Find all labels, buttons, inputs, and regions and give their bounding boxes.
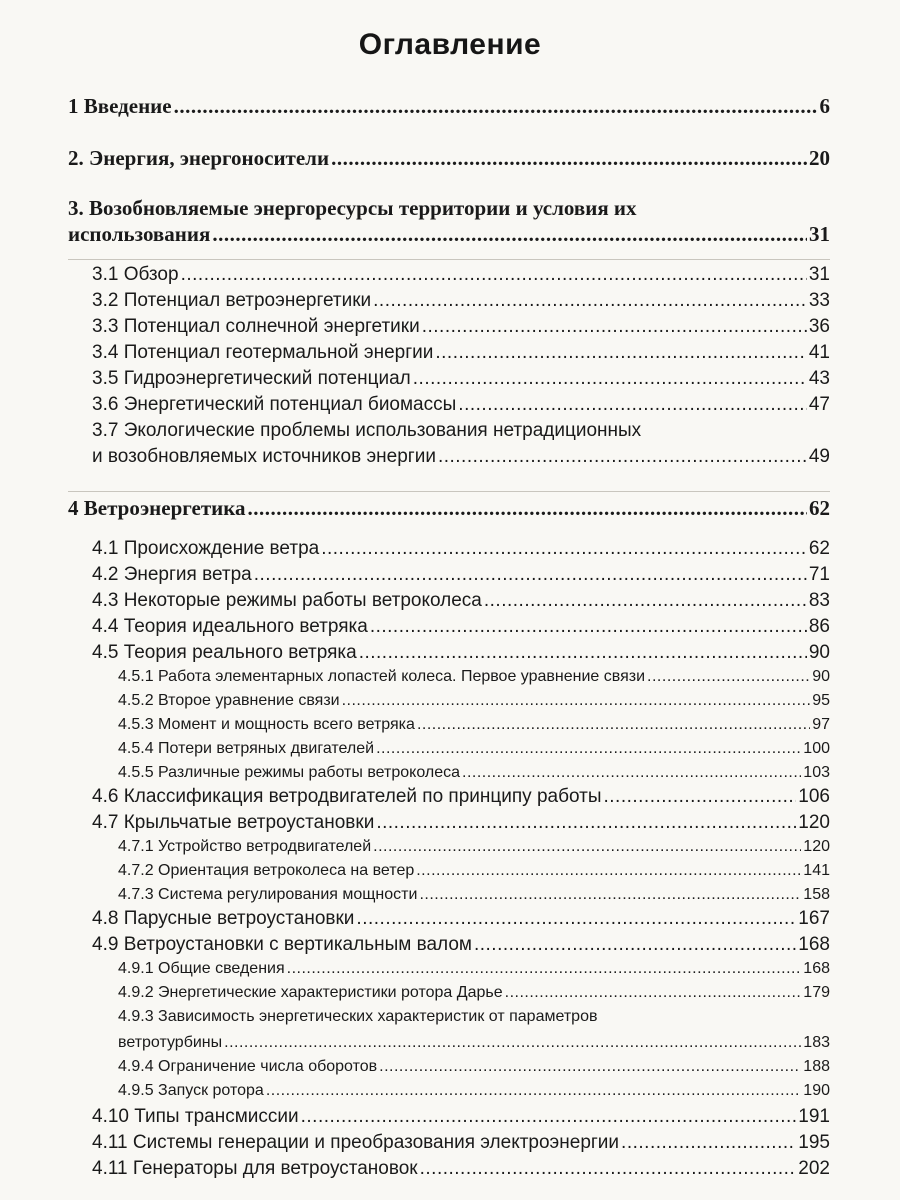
toc-entry[interactable] — [68, 222, 830, 247]
toc-entry-title: и возобновляемых источников энергии — [92, 446, 436, 467]
toc-entry[interactable] — [92, 616, 830, 638]
toc-entry-title: 4.2 Энергия ветра — [92, 564, 252, 585]
dot-leader — [376, 812, 796, 834]
toc-entry-page-number: 86 — [808, 616, 830, 637]
toc-entry-title: 3.6 Энергетический потенциал биомассы — [92, 394, 457, 415]
toc-entry-page-number: 47 — [808, 394, 830, 415]
toc-entry-page-number: 49 — [808, 446, 830, 467]
toc-entry-page-number: 190 — [803, 1082, 830, 1099]
toc-entry-page-number: 83 — [808, 590, 830, 611]
toc-entry-page-number: 90 — [812, 668, 830, 685]
toc-entry-title: 4.7.3 Система регулирования мощности — [118, 886, 418, 903]
toc-entry[interactable] — [118, 1082, 830, 1100]
toc-entry-title-first-line: 3.7 Экологические проблемы использования нетрадиционных — [92, 420, 642, 441]
toc-entry-page-number: 97 — [812, 716, 830, 733]
toc-entry[interactable] — [92, 316, 830, 338]
toc-entry-page-number: 188 — [803, 1058, 830, 1075]
dot-leader — [422, 316, 807, 338]
toc-entry[interactable] — [118, 740, 830, 758]
toc-entry-page-number: 62 — [808, 538, 830, 559]
toc-entry[interactable] — [118, 668, 830, 686]
toc-entry-page-number: 33 — [808, 290, 830, 311]
dot-leader — [379, 1058, 801, 1076]
toc-entry-title: 4.5 Теория реального ветряка — [92, 642, 357, 663]
toc-entry-title: 3.3 Потенциал солнечной энергетики — [92, 316, 420, 337]
toc-entry-page-number: 41 — [808, 342, 830, 363]
toc-entry-page-number: 31 — [809, 222, 830, 246]
toc-entry[interactable] — [92, 446, 830, 468]
dot-leader — [438, 446, 807, 468]
toc-entry-page-number: 71 — [808, 564, 830, 585]
toc-entry-page-number: 43 — [808, 368, 830, 389]
toc-entry-page-number: 106 — [798, 786, 830, 807]
toc-entry-page-number: 100 — [803, 740, 830, 757]
toc-entry-title: 3.2 Потенциал ветроэнергетики — [92, 290, 372, 311]
toc-entry[interactable] — [92, 812, 830, 834]
toc-entry[interactable] — [118, 984, 830, 1002]
toc-entry-title: 4.3 Некоторые режимы работы ветроколеса — [92, 590, 482, 611]
dot-leader — [224, 1034, 801, 1052]
dot-leader — [435, 342, 806, 364]
toc-entry-title: 4.1 Происхождение ветра — [92, 538, 320, 559]
dot-leader — [458, 394, 807, 416]
toc-entry-title: 4.9.2 Энергетические характеристики ротора Дарье — [118, 984, 503, 1001]
toc-entry-title: 4.6 Классификация ветродвигателей по принципу работы — [92, 786, 602, 807]
dot-leader — [373, 290, 807, 312]
toc-entry[interactable] — [118, 1058, 830, 1076]
dot-leader — [359, 642, 807, 664]
toc-entry-title: 4.8 Парусные ветроустановки — [92, 908, 355, 929]
toc-entry-page-number: 168 — [803, 960, 830, 977]
dot-leader — [419, 886, 801, 904]
toc-entry-page-number: 36 — [808, 316, 830, 337]
dot-leader — [321, 538, 807, 560]
toc-entry-title: 4.5.5 Различные режимы работы ветроколеса — [118, 764, 460, 781]
toc-entry-page-number: 158 — [803, 886, 830, 903]
toc-entry-page-number: 103 — [803, 764, 830, 781]
toc-entry-page-number: 141 — [803, 862, 830, 879]
toc-entry-title: 4.9.4 Ограничение числа оборотов — [118, 1058, 378, 1075]
dot-leader — [416, 862, 801, 880]
toc-entry-page-number: 191 — [798, 1106, 830, 1127]
toc-entry-title: 4.11 Системы генерации и преобразования электроэнергии — [92, 1132, 620, 1153]
toc-entry[interactable] — [92, 786, 830, 808]
toc-entry[interactable] — [92, 564, 830, 586]
dot-leader — [301, 1106, 797, 1128]
toc-entry[interactable] — [92, 342, 830, 364]
toc-entry-title: 4.5.2 Второе уравнение связи — [118, 692, 340, 709]
dot-leader — [248, 496, 807, 521]
toc-entry[interactable] — [92, 590, 830, 612]
toc-entry-page-number: 6 — [819, 94, 830, 118]
dot-leader — [417, 716, 810, 734]
toc-entry-title: 4.9.1 Общие сведения — [118, 960, 285, 977]
toc-entry-title: 4 Ветроэнергетика — [68, 496, 246, 520]
toc-entry-page-number: 183 — [803, 1034, 830, 1051]
dot-leader — [621, 1132, 796, 1154]
toc-entry-page-number: 95 — [812, 692, 830, 709]
toc-entry[interactable] — [118, 886, 830, 904]
toc-entry-title-first-line: 3. Возобновляемые энергоресурсы территории и условия их — [68, 196, 637, 220]
toc-entry-title: использования — [68, 222, 211, 246]
toc-entry-title: ветротурбины — [118, 1034, 223, 1051]
dot-leader — [484, 590, 807, 612]
toc-entry[interactable] — [92, 264, 830, 286]
dot-leader — [373, 838, 801, 856]
toc-entry-title: 3.5 Гидроэнергетический потенциал — [92, 368, 411, 389]
dot-leader — [356, 908, 796, 930]
toc-entry[interactable] — [92, 1132, 830, 1154]
toc-entry[interactable] — [118, 838, 830, 856]
dot-leader — [647, 668, 810, 686]
dot-leader — [413, 368, 807, 390]
toc-entry-page-number: 168 — [798, 934, 830, 955]
toc-entry[interactable] — [92, 934, 830, 956]
toc-entry-title: 3.1 Обзор — [92, 264, 179, 285]
toc-entry-page-number: 202 — [798, 1158, 830, 1179]
toc-entry[interactable] — [92, 394, 830, 416]
toc-entry-title: 3.4 Потенциал геотермальной энергии — [92, 342, 434, 363]
dot-leader — [462, 764, 801, 782]
dot-leader — [174, 94, 818, 119]
toc-entry-title: 1 Введение — [68, 94, 172, 118]
toc-entry-title: 4.9 Ветроустановки с вертикальным валом — [92, 934, 472, 955]
toc-entry[interactable] — [118, 960, 830, 978]
dot-leader — [603, 786, 796, 808]
toc-entry-title: 2. Энергия, энергоносители — [68, 146, 330, 170]
toc-entry[interactable] — [118, 692, 830, 710]
dot-leader — [181, 264, 807, 286]
toc-entry-page-number: 20 — [809, 146, 830, 170]
toc-entry[interactable] — [92, 368, 830, 390]
toc-entry[interactable] — [92, 1158, 830, 1180]
toc-entry[interactable] — [118, 1034, 830, 1052]
toc-entry-page-number: 120 — [803, 838, 830, 855]
toc-entry-title: 4.10 Типы трансмиссии — [92, 1106, 299, 1127]
toc-entry[interactable] — [92, 1106, 830, 1128]
toc-entry-page-number: 90 — [808, 642, 830, 663]
toc-entry-page-number: 179 — [803, 984, 830, 1001]
toc-entry-title: 4.4 Теория идеального ветряка — [92, 616, 368, 637]
toc-entry-title: 4.11 Генераторы для ветроустановок — [92, 1158, 418, 1179]
toc-entry-title: 4.5.4 Потери ветряных двигателей — [118, 740, 375, 757]
dot-leader — [420, 1158, 797, 1180]
toc-entry-title: 4.5.3 Момент и мощность всего ветряка — [118, 716, 415, 733]
toc-entry[interactable] — [68, 94, 830, 119]
dot-leader — [254, 564, 807, 586]
toc-entry-page-number: 120 — [798, 812, 830, 833]
toc-entry[interactable] — [92, 642, 830, 664]
toc-entry[interactable] — [68, 496, 830, 521]
dot-leader — [331, 146, 807, 171]
dot-leader — [342, 692, 811, 710]
dot-leader — [212, 222, 807, 247]
dot-leader — [287, 960, 802, 978]
toc-entry-title: 4.9.5 Запуск ротора — [118, 1082, 264, 1099]
toc-entry-page-number: 167 — [798, 908, 830, 929]
toc-entry-page-number: 195 — [798, 1132, 830, 1153]
toc-entry[interactable] — [118, 764, 830, 782]
toc-entry-page-number: 31 — [808, 264, 830, 285]
toc-entry[interactable] — [118, 862, 830, 880]
toc-entry-title: 4.7.2 Ориентация ветроколеса на ветер — [118, 862, 415, 879]
toc-entry-title: 4.5.1 Работа элементарных лопастей колеса. Первое уравнение связи — [118, 668, 646, 685]
page-title: Оглавление — [358, 28, 542, 61]
toc-entry[interactable] — [92, 538, 830, 560]
dot-leader — [370, 616, 807, 638]
toc-entry-title: 4.7.1 Устройство ветродвигателей — [118, 838, 372, 855]
toc-entry[interactable] — [92, 290, 830, 312]
dot-leader — [474, 934, 796, 956]
toc-entry-page-number: 62 — [809, 496, 830, 520]
toc-entry[interactable] — [92, 908, 830, 930]
dot-leader — [376, 740, 801, 758]
toc-entry[interactable] — [68, 146, 830, 171]
dot-leader — [266, 1082, 801, 1100]
toc-entry-title: 4.7 Крыльчатые ветроустановки — [92, 812, 375, 833]
dot-leader — [505, 984, 802, 1002]
toc-entry[interactable] — [118, 716, 830, 734]
toc-entry-title-first-line: 4.9.3 Зависимость энергетических характеристик от параметров — [118, 1008, 598, 1025]
